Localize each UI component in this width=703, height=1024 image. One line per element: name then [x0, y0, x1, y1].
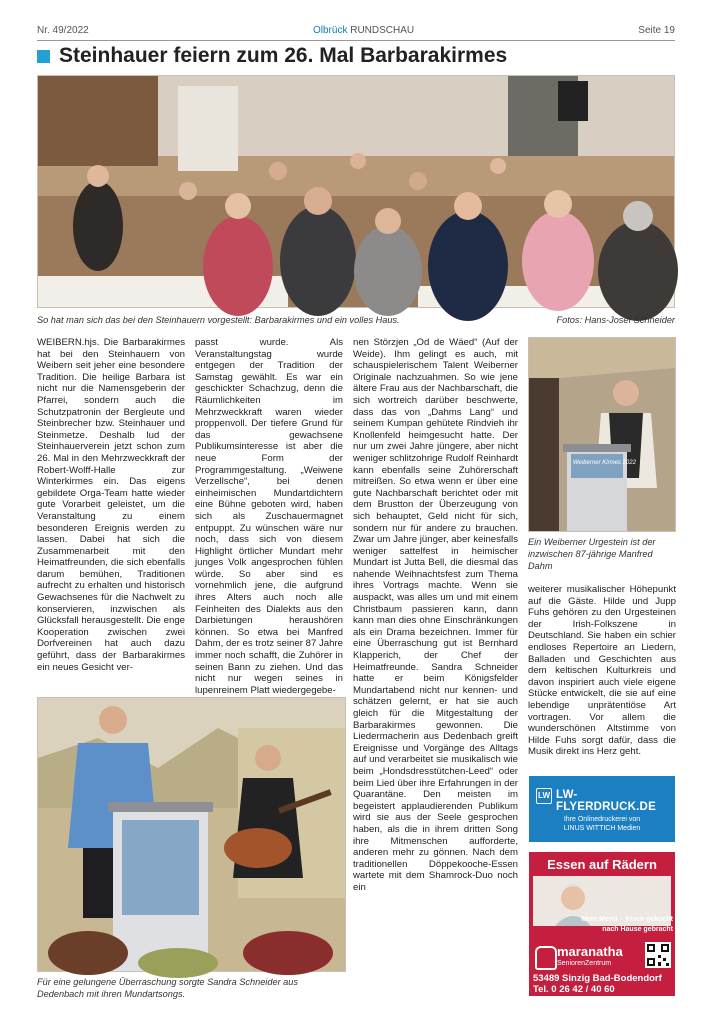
essen-slogan-1: Mein Menü – frisch gekocht	[581, 916, 673, 923]
brand-name: Olbrück	[313, 25, 348, 36]
article-column-1	[37, 337, 185, 684]
brand-suffix: RUNDSCHAU	[350, 25, 415, 36]
flyerdruck-line2: LINUS WITTICH Medien	[563, 825, 641, 832]
article-column-4	[528, 584, 676, 769]
page-number: Seite 19	[638, 25, 675, 36]
lw-logo-icon: LW	[536, 788, 552, 804]
maranatha-logo-icon	[535, 946, 557, 970]
article-text-2: passt wurde. Als Veranstaltungstag wurde entgegen der Tradition der Samstag gewählt. Es war ein geschickter Schachzug, denn die Räumlichkeiten im Mehrzweckkraft waren wieder proppenvoll. Der tiefere Grund für das gewachsene Publikumsinteresse ist aber die neue Form der Programmgestaltung. „Weiwene Verzellsche“, bei denen einheimischen Mundartdichtern eine Bühne geboten wird, haben sich als Zuschauermagnet entpuppt. Zu wünschen wäre nur noch, dass sich von diesem Highlight örtlicher Mundart mehr junges Volk angesprochen fühlen würde. So aber sind es vornehmlich jene, die aufgrund ihres Alters auch noch alle Feinheiten des Dialekts aus den Darbietungen heraushören können. So etwa bei Manfred Dahm, der es trotz seiner 87 Jahre immer noch schafft, die Zuhörer in seinen Bann zu ziehen. Und das nicht nur wegen seines in lupenreinem Platt wiedergegebe-	[195, 337, 343, 696]
essen-address: 53489 Sinzig Bad-Bodendorf	[533, 973, 662, 984]
right-photo-caption: Ein Weiberner Urgestein ist der inzwischen 87-jährige Manfred Dahm	[528, 537, 656, 571]
photo-credit: Fotos: Hans-Josef Schneider	[556, 315, 675, 325]
audience-photo	[38, 76, 674, 307]
headline-marker	[37, 50, 50, 63]
flyerdruck-name: LW-FLYERDRUCK.DE	[556, 789, 656, 813]
main-photo	[37, 75, 675, 308]
essen-auf-raedern-ad[interactable]	[529, 852, 675, 996]
article-text-3: nen Störzjen „Od de Wäed“ (Auf der Weide). Ihm gelingt es auch, mit schauspielerischem Talent Weiberner Originale nachzuahmen. So wie jene ältere Frau aus der Nachbarschaft, die sich wortreich darüber beschwerte, dass das von „Dahms Lang“ und seinem Kumpan gehütete Rindvieh ihr Knollenfeld heimgesucht hatte. Der nur um zwei Jahre jüngere, aber nicht weniger schlitzohrige Rudolf Reinhardt kann ebenfalls seine Zuhörerschaft mitreißen. So etwa wenn er über eine gute Nachbarschaft berichtet oder mit dem Brustton der Überzeugung von sich behauptet, Geld nicht für sich, sondern nur für andere zu brauchen. Zwar um Jahre jünger, aber keinesfalls weniger sattelfest in heimischer Mundart ist Jutta Bell, die diesmal das nahende Weihnachtsfest zum Thema ihres Vortrags machte. Wenn sie auspackt, was alles um und mit einem Christbaum passieren kann, dann kann man dies ohne Einschränkungen als ein Drama bezeichnen. Immer für eine Überraschung gut ist Bernhard Klapperich, der Chef der Heimatfreunde. Sandra Schneider hatte er beim Königsfelder Mundartabend nicht nur kennen- und schätzen gelernt, er hat sie auch gleich für die Mitgestaltung der Barbarakirmes gewonnen. Die Liedermacherin aus Dedenbach greift Ereignisse und Vorgänge des Alltags auf und verarbeitet sie musikalisch wie beim „Hondsdresstütchen-Leed“ oder beim Lied über ihre Erfahrungen in der Quarantäne. Den meisten im begeistert applaudierenden Publikum wird sie aus der Seele gesprochen haben, als die in ihrem dritten Song ihre Mitmenschen aufforderte, anderen mehr zu gönnen. Nach dem traditionellen Döppekooche-Essen wartete mit dem Shamrock-Duo noch ein	[353, 337, 518, 893]
bottom-photo-caption: Für eine gelungene Überraschung sorgte Sandra Schneider aus Dedenbach mit ihren Mundartsongs.	[37, 977, 298, 999]
header-divider	[37, 40, 675, 41]
article-text-1: WEIBERN.hjs. Die Barbarakirmes hat bei den Steinhauern von Weibern seit jeher eine besondere Tradition. Die heilige Barbara ist nicht nur die Namensgeberin der Pfarrei, sondern auch die Schutzpatronin der Bergleute und Steinbrecher bzw. Steinhauer und Steinmetze. Deshalb lud der Steinhauerverein jetzt schon zum 26. Mal in den Mehrzweckkraft der Robert-Wolff-Halle zur Winterkirmes ein. Das eigens gebildete Orga-Team hatte wieder gute Vorarbeit geleistet, um die Veranstaltung zu einem besonderen Ereignis werden zu lassen. Dabei hat sich die Zusammenarbeit mit den Heimatfreunden, die sich ebenfalls darum bemühen, Traditionen aufrecht zu erhalten und historisch Gewachsenes für die Nachwelt zu konservieren, inzwischen als Glücksfall herausgestellt. Die enge Kooperation zwischen zwei Dorfvereinen hat auch dazu geführt, dass der Barbarakirmes ein neues Gesicht ver-	[37, 337, 185, 673]
article-text-4: weiterer musikalischer Höhepunkt auf die Gäste. Hilde und Jupp Fuhs gehören zu den Urgesteinen der Irish-Folkszene in Deutschland. Sie haben ein schier endloses Repertoire an Liedern, Balladen und Geschichten aus dem keltischen Kulturkreis und davon inspiriert auch viele eigene Stücke entwickelt, die sie auf eine lebendige unprätentiöse Art vortragen. Vor allem die wunderschönen Altstimme von Hilde Fuhs sorgt dafür, dass die Musik direkt ins Herz geht.	[528, 584, 676, 758]
flyerdruck-ad[interactable]	[529, 776, 675, 842]
bottom-photo	[37, 697, 346, 972]
headline: Steinhauer feiern zum 26. Mal Barbarakirmes	[59, 44, 508, 67]
article-column-2	[195, 337, 343, 696]
essen-slogan-2: nach Hause gebracht	[602, 926, 673, 933]
performers-photo	[38, 698, 345, 971]
essen-title: Essen auf Rädern	[547, 857, 657, 872]
issue-number: Nr. 49/2022	[37, 25, 89, 36]
right-photo	[528, 337, 676, 532]
article-column-3	[353, 337, 518, 989]
essen-brand-sub: SeniorenZentrum	[557, 960, 612, 967]
newspaper-name	[313, 25, 414, 36]
essen-phone: Tel. 0 26 42 / 40 60	[533, 984, 615, 995]
flyerdruck-line1: Ihre Onlinedruckerei von	[563, 816, 641, 823]
qr-code-icon	[645, 942, 671, 968]
speaker-photo	[529, 338, 675, 531]
main-photo-caption: So hat man sich das bei den Steinhauern vorgestellt: Barbarakirmes und ein volles Haus.	[37, 315, 400, 325]
lectern-sign: Weiberner Kirmes 2022	[573, 460, 636, 466]
essen-brand: maranatha	[557, 944, 623, 959]
